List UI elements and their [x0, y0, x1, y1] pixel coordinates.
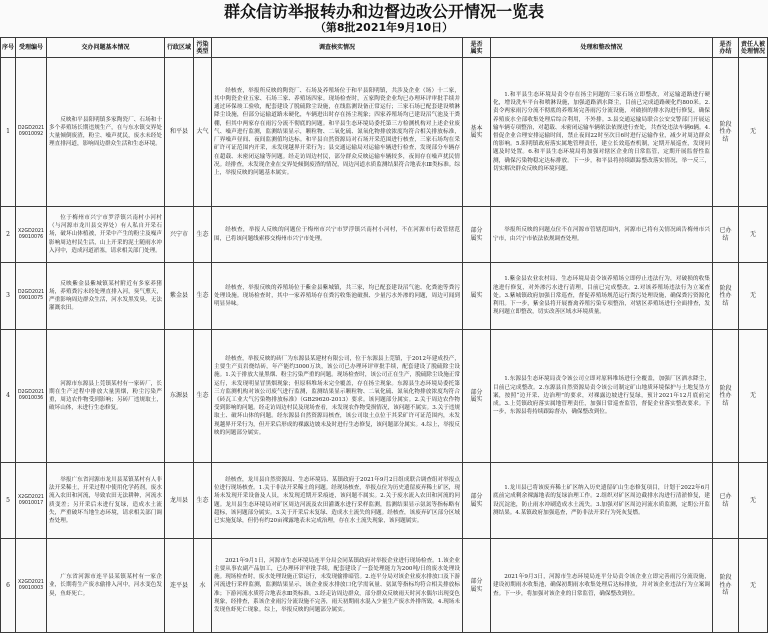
row-5-investigation-text: 经核查，龙川县自然资源局、生态环境局、某镇政府于2021年9月2日组成联合调查组对举报点位进行现场核查。1.关于非法开采稀土的问题。经现场核查，举报点位为历史遗留废弃稀土矿区，现场未发现开采设备及人员，未发现近期开采痕迹，该问题不属实。2.关于废水流入农田和河流的问题。龙川县生态环境局对矿区周边河流及农田灌溉水进行采样监测，监测结果显示氨氮等指标略有超标，该问题部分属实。3.关于开采后未复绿、造成水土流失的问题。经核查，该废弃矿区部分区域已实施复绿，但仍有约20亩裸露地表未完成治理，存在水土流失现象，该问题属实。: [214, 476, 460, 524]
row-4-region: [165, 330, 193, 462]
row-6-complaint-text: 广东省河源市连平县某镇某村有一家企业，长期将生产废水偷排入河中，河水变色发臭，鱼虾死亡。: [49, 574, 162, 597]
row-3-done: [713, 263, 738, 329]
header-truth-label: 是否属实: [470, 40, 483, 55]
row-6-serial-text: 6: [6, 581, 10, 589]
row-2-truth-text: 部分属实: [470, 227, 483, 242]
row-4-complaint-text: 河源市东源县上莞镇某村有一家砖厂，长期在生产过程中排放大量黑烟，粉尘污染严重，周边农作物受到影响；另砖厂违规取土，破坏山体，未进行生态修复。: [49, 380, 162, 412]
row-6-accountability: [739, 539, 767, 632]
row-2-region-text: 兴宁市: [169, 230, 188, 238]
row-3-complaint: [47, 263, 164, 329]
row-6-done: [713, 539, 738, 632]
header-processing: [491, 38, 712, 57]
row-6-investigation-text: 2021年9月1日，河源市生态环境局连平分局会同某镇政府对举报企业进行现场检查。1.该企业主要从事农副产品加工，已办理环评审批手续，配套建设了一套处理能力为200吨/日的废水处理设施。现场检查时，废水处理设施正常运行，未发现偷排暗管。2.连平分局对该企业废水排放口及下游河流进行采样监测，监测结果显示，该企业废水排放口化学需氧量、氨氮等指标均符合相关排放标准；下游河流水质符合地表水Ⅲ类标准。3.经走访周边群众，部分群众反映雨天时河水偶尔出现变色现象，经排查，系该企业雨污分流设施不完善，雨天初期雨水混入少量生产废水外排所致。4.现场未发现鱼虾死亡现象。综上，举报反映的问题部分属实。: [214, 557, 460, 613]
row-6-region-text: 连平县: [169, 581, 188, 589]
row-3-truth: [463, 263, 490, 329]
row-1-pollution-type: [194, 58, 211, 206]
row-6-pollution-type-text: 水: [199, 581, 206, 589]
row-5-complaint: [47, 463, 164, 538]
row-3-region-text: 紫金县: [169, 292, 188, 300]
row-5-done: [713, 463, 738, 538]
row-4-accountability-text: 无: [749, 392, 756, 400]
row-2-complaint-text: 位于梅州市兴宁市罗浮镇兴南村小河村（与河源市龙川县交界处）有人私自开采石场，破坏山体植被，开采中产生的粉尘及噪声影响周边村民生活，山上开采的泥土随雨水冲入河中，造成河道淤塞，请求相关部门处理。: [49, 214, 162, 254]
row-5-serial-text: 5: [6, 496, 10, 504]
row-3-processing: [491, 263, 712, 329]
header-accountability: [739, 38, 767, 57]
header-investigation: [212, 38, 462, 57]
row-1-complaint: [47, 58, 164, 206]
row-3-processing-text: 1.紫金县农业农村局、生态环境局责令该养殖场立即停止违法行为，对破损的收集池进行修复，对外渗污水进行清理，目前已完成整改。2.对该养殖场违法行为立案查处。3.紫城镇政府加强日常巡查，督促养殖场规范运行粪污处理设施，确保粪污资源化利用。下一步，紫金县将开展畜禽养殖污染专项整治，对辖区养殖场进行全面排查，发现问题立即整改，切实改善区域水环境质量。: [493, 276, 710, 316]
row-5-truth-text: 部分属实: [470, 493, 483, 508]
row-5-accountability: [739, 463, 767, 538]
row-6-investigation: [212, 539, 462, 632]
header-complaint-label: 交办问题基本情况: [81, 44, 130, 51]
row-1-complaint-text: 反映和平县阳明镇多家陶瓷厂、石场和十多个养殖场长期违规生产，在与东水镇交界处大量倾倒废渣，粉尘、噪声扰民，废水未经处理直排河道，影响周边群众生活和生态环境。: [49, 116, 162, 148]
row-4-investigation-text: 经核查，举报反映的砖厂为东源县某建材有限公司，位于东源县上莞镇，于2012年建成投产，主要生产页岩烧结砖，年产能约3000万块，该公司已办理环评审批手续，配套建设了脱硫除尘设施。1.关于排放大量黑烟、粉尘污染严重的问题。现场检查时，该公司正在生产，脱硫除尘设施正常运行，未发现明显冒黑烟现象；但原料堆场未完全覆盖，存在扬尘现象。东源县生态环境局委托第三方监测机构对该公司废气进行监测，监测结果显示颗粒物、二氧化硫、氮氧化物排放浓度均符合《砖瓦工业大气污染物排放标准》（GB29620-2013）要求。该问题部分属实。2.关于周边农作物受到影响的问题。经走访周边村民及现场查看，未发现农作物受损情况，该问题不属实。3.关于违规取土、破坏山体的问题。经东源县自然资源局核查，该公司取土点位于其采矿许可证范围内，未发现越界开采行为，但开采后形成的裸露边坡未及时进行生态修复，该问题部分属实。4.综上，举报反映的问题部分属实。: [214, 355, 460, 436]
header-complaint: [47, 38, 164, 57]
row-4-case-id-text: D2GD202109010036: [17, 390, 45, 401]
row-1-serial: [1, 58, 15, 206]
header-case-id-label: 受理编号: [18, 44, 43, 51]
row-3-accountability: [739, 263, 767, 329]
row-2-accountability-text: 无: [749, 230, 756, 238]
row-3-case-id-text: D2GD202109010075: [17, 290, 45, 301]
row-1-serial-text: 1: [6, 128, 10, 136]
row-5-serial: [1, 463, 15, 538]
header-pollution-type-label: 污染类型: [196, 40, 209, 55]
header-done: [713, 38, 738, 57]
row-2-processing: [491, 207, 712, 262]
row-5-complaint-text: 举报广东省河源市龙川县某镇某村有人非法开采稀土，开采过程中使用化学药剂，废水流入农田和河流，导致农田无法耕种，河流水质变差；另开采后未进行复绿，造成水土流失，严重破坏当地生态环境，请求相关部门调查处理。: [49, 476, 162, 524]
row-4-pollution-type-text: 生态: [196, 392, 209, 400]
row-5-done-text: 已办结: [719, 493, 732, 508]
row-2-accountability: [739, 207, 767, 262]
header-region: [165, 38, 193, 57]
row-1-done-text: 阶段性办结: [719, 120, 732, 143]
row-1-processing-text: 1.和平县生态环境局责令存在扬尘问题的三家石场立即整改，对运输道路进行硬化，增设洗车平台和喷淋设施，加强道路洒水降尘，目前已完成道路硬化约800米。2.责令两家雨污分流不彻底的养殖场完善雨污分流设施，对破损的排水沟进行修复，确保养殖废水全部收集处理后综合利用，不外排。3.县交通运输局联合公安交警部门开展运输车辆专项整治，对超载、未密闭运输车辆依法依规进行查处，共查处违法车辆6辆。4.督促企业合理安排运输时间，禁止夜间22时至次日6时进行运输作业，减少对周边群众的影响。5.阳明镇政府落实属地管理责任，建立长效巡查机制，定期开展巡查，发现问题及时处置。6.和平县生态环境局将加强对辖区企业的日常监管，定期开展监督性监测，确保污染物稳定达标排放。下一步，和平县将持续跟踪整改落实情况，举一反三，切实解决群众反映的环境问题。: [493, 91, 710, 172]
row-2-investigation-text: 经核查，举报人反映的问题位于梅州市兴宁市罗浮镇兴南村小河村，不在河源市行政管辖范围，已将该问题线索移交梅州市兴宁市处理。: [214, 227, 460, 242]
disclosure-table: [0, 37, 768, 633]
row-2-serial: [1, 207, 15, 262]
row-3-complaint-text: 反映紫金县紫城镇某村附近有多家养猪场，养殖粪污未经处理直排入河，臭气熏天，严重影响周边群众生活，河水发黑发臭，无法灌溉农田。: [49, 280, 162, 312]
row-2-done: [713, 207, 738, 262]
row-1-case-id: [16, 58, 46, 206]
row-2-case-id-text: X2GD202109010076: [18, 228, 44, 240]
row-5-accountability-text: 无: [749, 496, 756, 504]
row-6-serial: [1, 539, 15, 632]
row-4-done-text: 阶段性办结: [719, 384, 732, 407]
row-1-pollution-type-text: 大气: [196, 128, 209, 136]
row-1-processing: [491, 58, 712, 206]
row-6-processing: [491, 539, 712, 632]
row-6-case-id-text: X2GD202109010003: [18, 579, 44, 591]
row-2-complaint: [47, 207, 164, 262]
row-1-accountability: [739, 58, 767, 206]
header-serial-label: 序号: [2, 44, 15, 51]
row-4-pollution-type: [194, 330, 211, 462]
row-3-serial: [1, 263, 15, 329]
row-6-processing-text: 2021年9月3日，河源市生态环境局连平分局责令该企业立即完善雨污分流设施，建设初期雨水收集池，确保初期雨水收集处理后达标排放，并对该企业违法行为立案调查。下一步，将加强对该企业的日常监管，确保整改到位。: [493, 574, 710, 597]
row-2-processing-text: 举报所反映的问题点位不在河源市管辖范围内，河源市已将有关情况函告梅州市兴宁市，由兴宁市依法依规调查处理。: [493, 227, 710, 242]
row-2-region: [165, 207, 193, 262]
row-5-region-text: 龙川县: [169, 496, 188, 504]
header-done-label: 是否办结: [719, 40, 732, 55]
row-5-region: [165, 463, 193, 538]
row-5-truth: [463, 463, 490, 538]
page-title: 群众信访举报转办和边督边改公开情况一览表: [223, 2, 544, 21]
row-4-case-id: [16, 330, 46, 462]
row-6-case-id: [16, 539, 46, 632]
row-5-case-id-text: X2GD202109010017: [18, 494, 44, 506]
row-3-investigation: [212, 263, 462, 329]
row-2-pollution-type-text: 生态: [196, 230, 209, 238]
row-3-investigation-text: 经核查，举报反映的养殖场位于紫金县紫城镇，共三家，均已配套建设沼气池、化粪池等粪污处理设施。现场检查时，其中一家养殖场存在粪污收集池破损、少量污水外渗的问题，周边可闻到明显异味。: [214, 284, 460, 308]
row-1-investigation-text: 经核查，举报所反映的陶瓷厂、石场及养殖场位于和平县阳明镇，共涉及企业（场）十二家，其中陶瓷企业五家、石场三家、养殖场四家。现场检查时，五家陶瓷企业均已办理环评审批手续并通过环保竣工验收，配套建设了脱硫除尘设施，在线监测设备正常运行；三家石场已配套建设喷淋降尘设施，但部分运输道路未硬化，车辆进出时存在扬尘现象；四家养殖场均已建设沼气池及干粪棚，但其中两家存在雨污分流不彻底的问题。和平县生态环境局委托第三方检测机构对上述企业废气、噪声进行监测，监测结果显示，颗粒物、二氧化硫、氮氧化物排放浓度均符合相关排放标准，厂界噪声昼间、夜间监测值均达标。和平县自然资源局对石场开采范围进行核查，三家石场均在采矿许可证范围内开采，未发现越界开采行为；县交通运输局对运输车辆进行检查，发现部分车辆存在超载、未密闭运输等问题。经走访周边村民，部分群众反映运输车辆较多，夜间存在噪声扰民情况。经排查，未发现企业在交界处倾倒废渣的情况，周边河道水质监测结果符合地表水Ⅲ类标准。综上，举报反映的问题基本属实。: [214, 87, 460, 176]
row-6-pollution-type: [194, 539, 211, 632]
header-pollution-type: [194, 38, 211, 57]
row-1-case-id-text: D2GD202109010092: [17, 126, 45, 137]
row-3-truth-text: 属实: [470, 292, 483, 300]
row-4-region-text: 东源县: [169, 392, 188, 400]
row-3-serial-text: 3: [6, 292, 10, 300]
page-subtitle: （第8批2021年9月10日）: [314, 21, 454, 34]
row-2-truth: [463, 207, 490, 262]
row-4-accountability: [739, 330, 767, 462]
row-3-pollution-type-text: 生态: [196, 292, 209, 300]
row-2-done-text: 已办结: [719, 227, 732, 242]
row-5-pollution-type-text: 生态: [196, 496, 209, 504]
row-6-done-text: 阶段性办结: [719, 574, 732, 597]
row-2-case-id: [16, 207, 46, 262]
row-6-region: [165, 539, 193, 632]
row-5-pollution-type: [194, 463, 211, 538]
row-6-complaint: [47, 539, 164, 632]
row-5-investigation: [212, 463, 462, 538]
header-accountability-label: 责任人被处理情况: [740, 40, 765, 55]
row-2-investigation: [212, 207, 462, 262]
row-3-pollution-type: [194, 263, 211, 329]
row-4-processing-text: 1.东源县生态环境局责令该公司立即对原料堆场进行全覆盖，加强厂区洒水降尘，目前已完成整改。2.东源县自然资源局责令该公司制定矿山地质环境保护与土地复垦方案，按照“边开采、边治理”的要求，对裸露边坡进行复绿，预计2021年12月底前完成。3.上莞镇政府落实属地管理责任，加强日常巡查监管，督促企业落实整改要求。下一步，东源县将持续跟踪督办，确保整改到位。: [493, 376, 710, 416]
row-3-accountability-text: 无: [749, 292, 756, 300]
header-serial: [1, 38, 15, 57]
row-2-serial-text: 2: [6, 230, 10, 238]
row-3-case-id: [16, 263, 46, 329]
row-1-region: [165, 58, 193, 206]
row-4-complaint: [47, 330, 164, 462]
row-3-done-text: 阶段性办结: [719, 284, 732, 307]
row-1-accountability-text: 无: [749, 128, 756, 136]
row-2-pollution-type: [194, 207, 211, 262]
header-processing-label: 处理和整改情况: [580, 44, 623, 51]
row-1-done: [713, 58, 738, 206]
header-region-label: 行政区域: [166, 44, 191, 51]
row-4-truth-text: 部分属实: [470, 388, 483, 403]
row-4-done: [713, 330, 738, 462]
row-5-case-id: [16, 463, 46, 538]
row-6-truth: [463, 539, 490, 632]
row-6-truth-text: 部分属实: [470, 578, 483, 593]
row-4-serial-text: 4: [6, 392, 10, 400]
header-case-id: [16, 38, 46, 57]
row-4-serial: [1, 330, 15, 462]
header-truth: [463, 38, 490, 57]
row-5-processing: [491, 463, 712, 538]
row-1-truth: [463, 58, 490, 206]
row-1-truth-text: 基本属实: [470, 124, 483, 139]
row-4-investigation: [212, 330, 462, 462]
row-1-region-text: 和平县: [169, 128, 188, 136]
row-4-truth: [463, 330, 490, 462]
row-3-region: [165, 263, 193, 329]
row-6-accountability-text: 无: [749, 581, 756, 589]
row-1-investigation: [212, 58, 462, 206]
row-5-processing-text: 1.龙川县已将该废弃稀土矿区纳入历史遗留矿山生态修复项目，计划于2022年6月底前完成剩余裸露地表的复绿治理工作。2.组织对矿区周边截排水沟进行清淤修复，建设沉淀池，防止雨水冲刷造成水土流失。3.加强对矿区周边河流水质监测，定期公开监测结果。4.某镇政府加强巡查，严防非法开采行为死灰复燃。: [493, 485, 710, 516]
header-investigation-label: 调查核实情况: [318, 44, 355, 51]
row-4-processing: [491, 330, 712, 462]
